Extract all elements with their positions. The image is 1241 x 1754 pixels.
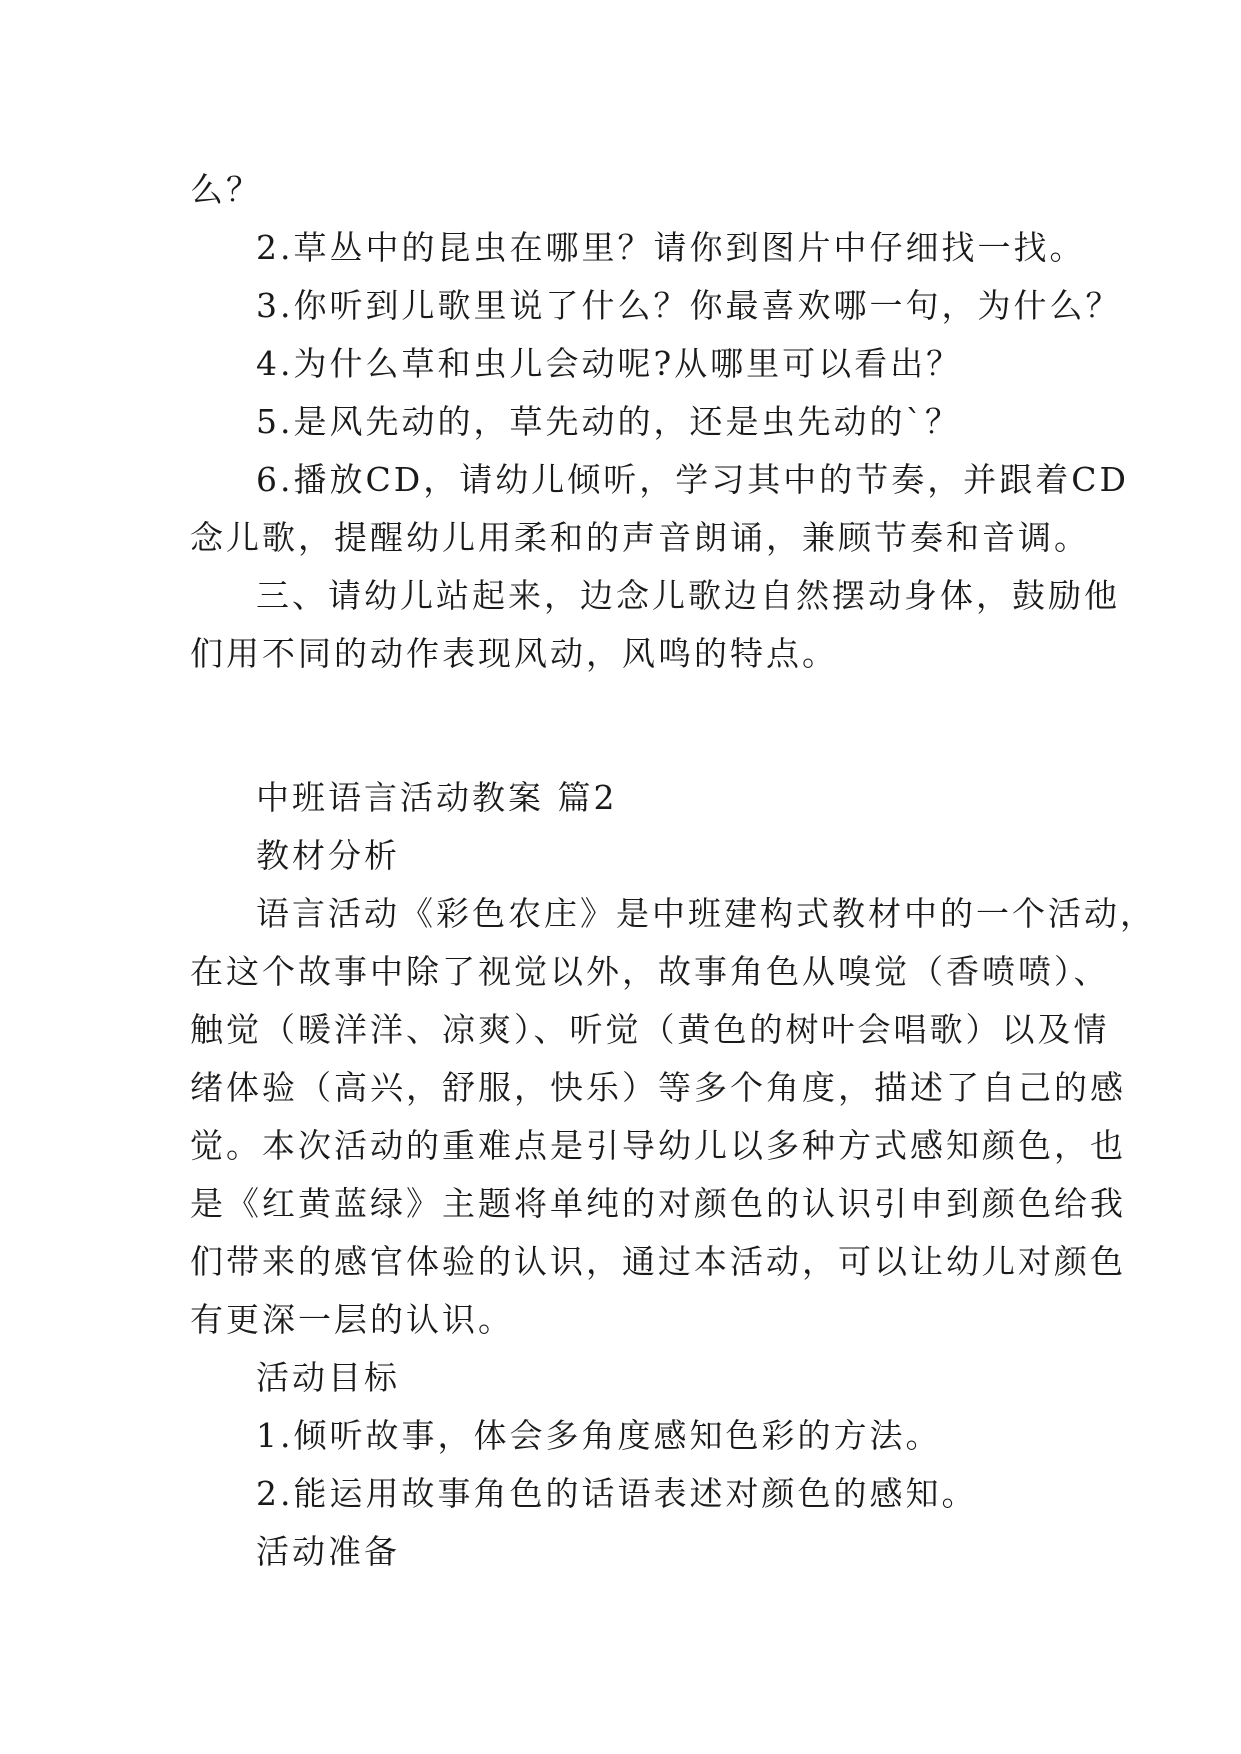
paragraph-line: 有更深一层的认识。	[190, 1300, 514, 1339]
section-gap	[190, 683, 1050, 769]
paragraph-line: 觉。本次活动的重难点是引导幼儿以多种方式感知颜色，也	[190, 1126, 1126, 1165]
question-item: 3.你听到儿歌里说了什么？你最喜欢哪一句，为什么？	[256, 286, 1122, 325]
paragraph-line: 绪体验（高兴，舒服，快乐）等多个角度，描述了自己的感	[190, 1068, 1126, 1107]
step-item: 三、请幼儿站起来，边念儿歌边自然摆动身体，鼓励他	[256, 576, 1120, 615]
text-block-continued	[190, 161, 1129, 683]
section-title: 中班语言活动教案 篇2	[256, 778, 618, 817]
text-line: 们用不同的动作表现风动，风鸣的特点。	[190, 634, 838, 673]
paragraph-line: 们带来的感官体验的认识，通过本活动，可以让幼儿对颜色	[190, 1242, 1126, 1281]
goal-item: 2.能运用故事角色的话语表述对颜色的感知。	[256, 1474, 978, 1513]
paragraph-line: 在这个故事中除了视觉以外，故事角色从嗅觉（香喷喷）、	[190, 952, 1110, 991]
paragraph-line: 语言活动《彩色农庄》是中班建构式教材中的一个活动，	[256, 894, 1156, 933]
lesson-plan-section-2	[190, 769, 1156, 1581]
subheading-activity-preparation: 活动准备	[256, 1532, 400, 1571]
question-item: 2.草丛中的昆虫在哪里？请你到图片中仔细找一找。	[256, 228, 1086, 267]
document-page	[190, 161, 1156, 1581]
text-line: 念儿歌，提醒幼儿用柔和的声音朗诵，兼顾节奏和音调。	[190, 518, 1090, 557]
paragraph-line: 是《红黄蓝绿》主题将单纯的对颜色的认识引申到颜色给我	[190, 1184, 1126, 1223]
question-item: 4.为什么草和虫儿会动呢?从哪里可以看出？	[256, 344, 963, 383]
paragraph-line: 触觉（暖洋洋、凉爽）、听觉（黄色的树叶会唱歌）以及情	[190, 1010, 1110, 1049]
text-line: 么？	[190, 170, 262, 209]
question-item: 5.是风先动的，草先动的，还是虫先动的`？	[256, 402, 961, 441]
step-item: 6.播放CD，请幼儿倾听，学习其中的节奏，并跟着CD	[256, 460, 1129, 499]
goal-item: 1.倾听故事，体会多角度感知色彩的方法。	[256, 1416, 942, 1455]
subheading-material-analysis: 教材分析	[256, 836, 400, 875]
subheading-activity-goals: 活动目标	[256, 1358, 400, 1397]
